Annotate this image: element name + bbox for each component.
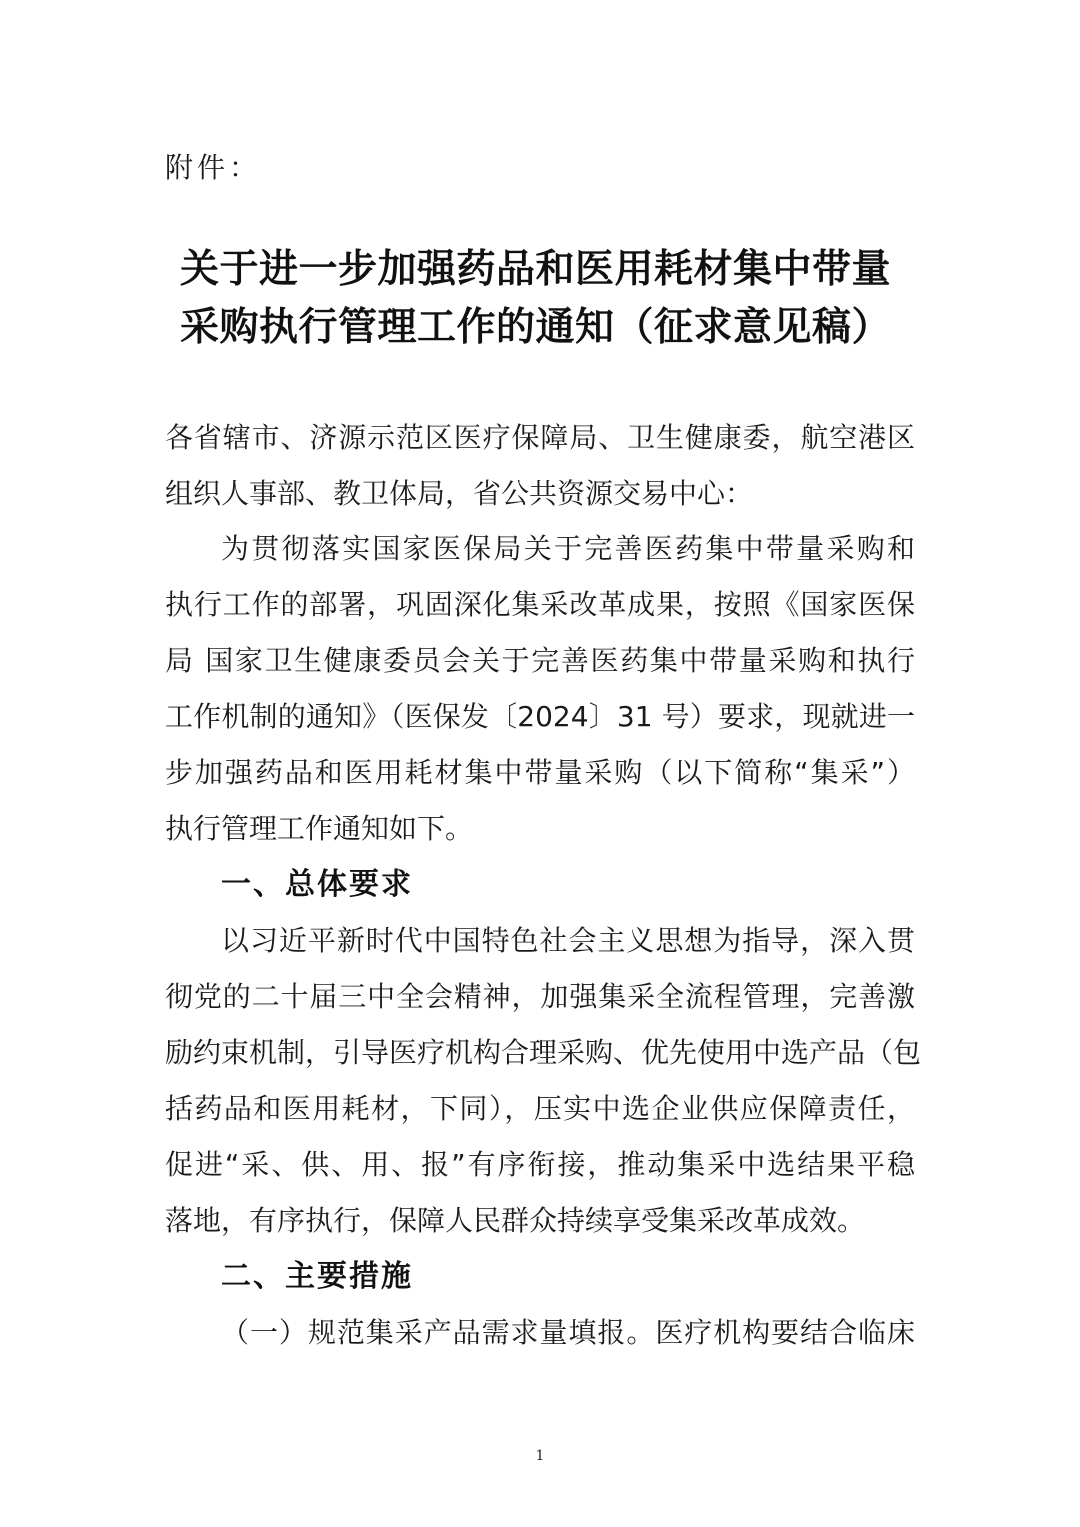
section1-line-1: 以习近平新时代中国特色社会主义思想为指导，深入贯 [221,924,915,957]
intro-line-6: 执行管理工作通知如下。 [165,812,474,845]
section1-line-3: 励约束机制，引导医疗机构合理采购、优先使用中选产品（包 [165,1036,922,1069]
intro-line-3: 局 国家卫生健康委员会关于完善医药集中带量采购和执行 [165,644,915,677]
section1-line-2: 彻党的二十届三中全会精神，加强集采全流程管理，完善激 [165,980,915,1013]
addressee-line-1: 各省辖市、济源示范区医疗保障局、卫生健康委，航空港区 [165,421,915,454]
section-heading-main-measures: 二、主要措施 [221,1259,413,1294]
section1-line-5: 促进“采、供、用、报”有序衔接，推动集采中选结果平稳 [165,1148,915,1181]
document-title-line-1: 关于进一步加强药品和医用耗材集中带量 [180,247,892,292]
document-title-line-2: 采购执行管理工作的通知（征求意见稿） [180,305,892,350]
section1-line-6: 落地，有序执行，保障人民群众持续享受集采改革成效。 [165,1204,866,1237]
intro-line-4: 工作机制的通知》（医保发〔2024〕31 号）要求，现就进一 [165,700,915,733]
intro-line-1: 为贯彻落实国家医保局关于完善医药集中带量采购和 [221,532,915,565]
section1-line-4: 括药品和医用耗材，下同），压实中选企业供应保障责任， [165,1092,915,1125]
section-heading-overall-requirements: 一、总体要求 [221,867,413,902]
attachment-label: 附件： [165,151,262,184]
page-number: 1 [535,1448,545,1464]
intro-line-5: 步加强药品和医用耗材集中带量采购（以下简称“集采”） [165,756,915,789]
addressee-line-2: 组织人事部、教卫体局，省公共资源交易中心： [165,477,754,510]
section2-line-1: （一）规范集采产品需求量填报。医疗机构要结合临床 [221,1316,915,1349]
intro-line-2: 执行工作的部署，巩固深化集采改革成果，按照《国家医保 [165,588,915,621]
